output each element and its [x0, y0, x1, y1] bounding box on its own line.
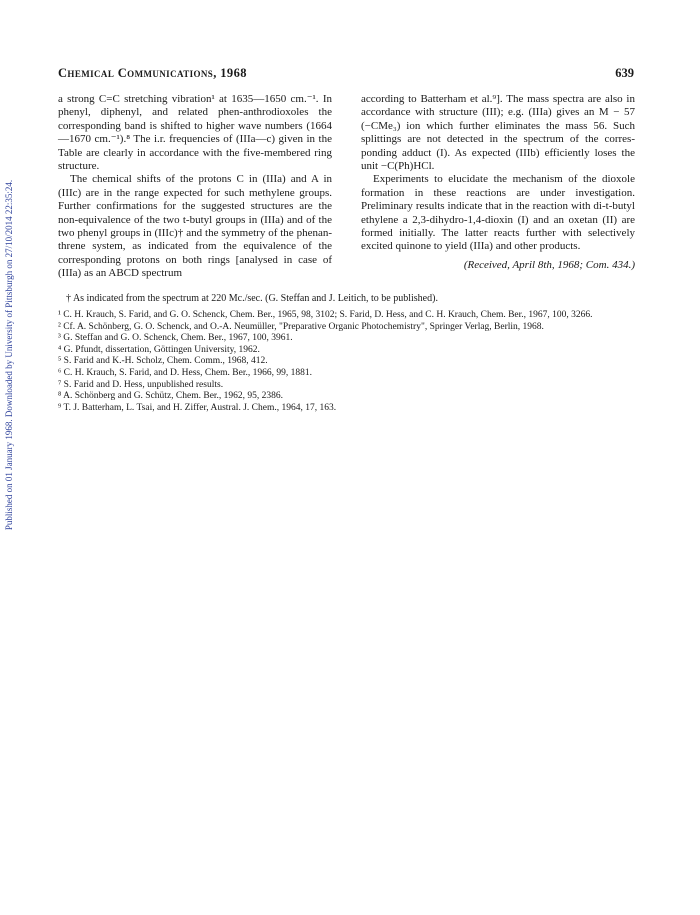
right-paragraph-2: Experiments to elucidate the mechanism of the dioxole formation in these reactions are under investigation. Preliminary results indicate that in the reaction with di-t-butyl ethylene a 2,3-dihydro-1,4-dioxin (I) and an oxetan (II) are formed initially. The latter reacts further with selectively excited quinone to yield (IIIa) and other products.	[361, 173, 635, 253]
left-column	[58, 93, 332, 281]
download-watermark-text: Published on 01 January 1968. Downloaded by University of Pittsburgh on 27/10/2014 22:35:24.	[4, 179, 14, 531]
left-paragraph-1: a strong C=C stretching vibration¹ at 1635—1650 cm.⁻¹. In phenyl, diphenyl, and related phen-anthrodioxoles the corresponding band is shifted to higher wave numbers (1664—1670 cm.⁻¹).⁸ The i.r. frequencies of (IIIa—c) given in the Table are clearly in accordance with the five-membered ring structure.	[58, 93, 332, 173]
reference-item: ⁷ S. Farid and D. Hess, unpublished results.	[58, 379, 224, 390]
received-date: (Received, April 8th, 1968; Com. 434.)	[463, 258, 635, 271]
reference-item: ⁸ A. Schönberg and G. Schütz, Chem. Ber., 1962, 95, 2386.	[58, 391, 284, 402]
reference-item: ² Cf. A. Schönberg, G. O. Schenck, and O.-A. Neumüller, "Preparative Organic Photochemistry", Springer Verlag, Berlin, 1968.	[58, 321, 544, 332]
reference-item: ⁹ T. J. Batterham, L. Tsai, and H. Ziffer, Austral. J. Chem., 1964, 17, 163.	[58, 402, 337, 413]
right-paragraph-1: according to Batterham et al.⁹]. The mass spectra are also in accordance with structure (III); e.g. (IIIa) gives an M − 57 (−CMe₃) ion which further eliminates the mass 56. Such splittings are not detected in the spectrum of the corres-ponding adduct (I). As expected (IIIb) efficiently loses the unit −C(Ph)HCl.	[361, 93, 635, 173]
footnote: † As indicated from the spectrum at 220 Mc./sec. (G. Steffan and J. Leitich, to be published).	[66, 293, 438, 304]
right-column	[361, 93, 635, 272]
page-header	[58, 66, 634, 82]
reference-item: ⁵ S. Farid and K.-H. Scholz, Chem. Comm., 1968, 412.	[58, 356, 268, 367]
left-paragraph-2: The chemical shifts of the protons C in (IIIa) and A in (IIIc) are in the range expected for such methylene groups. Further confirmations for the suggested structures are the non-equivalence of the two t-butyl groups in (IIIa) and of the two phenyl groups in (IIIc)† and the symmetry of the phenan-threne system, as indicated from the equivalence of the corresponding protons on both rings [analysed in case of (IIIa) as an ABCD spectrum	[58, 173, 332, 280]
reference-item: ⁴ G. Pfundt, dissertation, Göttingen University, 1962.	[58, 344, 260, 355]
reference-list	[58, 310, 638, 414]
journal-title: Chemical Communications, 1968	[58, 66, 247, 80]
reference-item: ¹ C. H. Krauch, S. Farid, and G. O. Schenck, Chem. Ber., 1965, 98, 3102; S. Farid, D. Hess, and C. H. Krauch, Chem. Ber., 1967, 100, 3266.	[58, 310, 593, 320]
reference-item: ⁶ C. H. Krauch, S. Farid, and D. Hess, Chem. Ber., 1966, 99, 1881.	[58, 367, 312, 378]
page-number: 639	[615, 66, 634, 80]
download-watermark	[2, 145, 16, 565]
reference-item: ³ G. Steffan and G. O. Schenck, Chem. Ber., 1967, 100, 3961.	[58, 333, 293, 344]
